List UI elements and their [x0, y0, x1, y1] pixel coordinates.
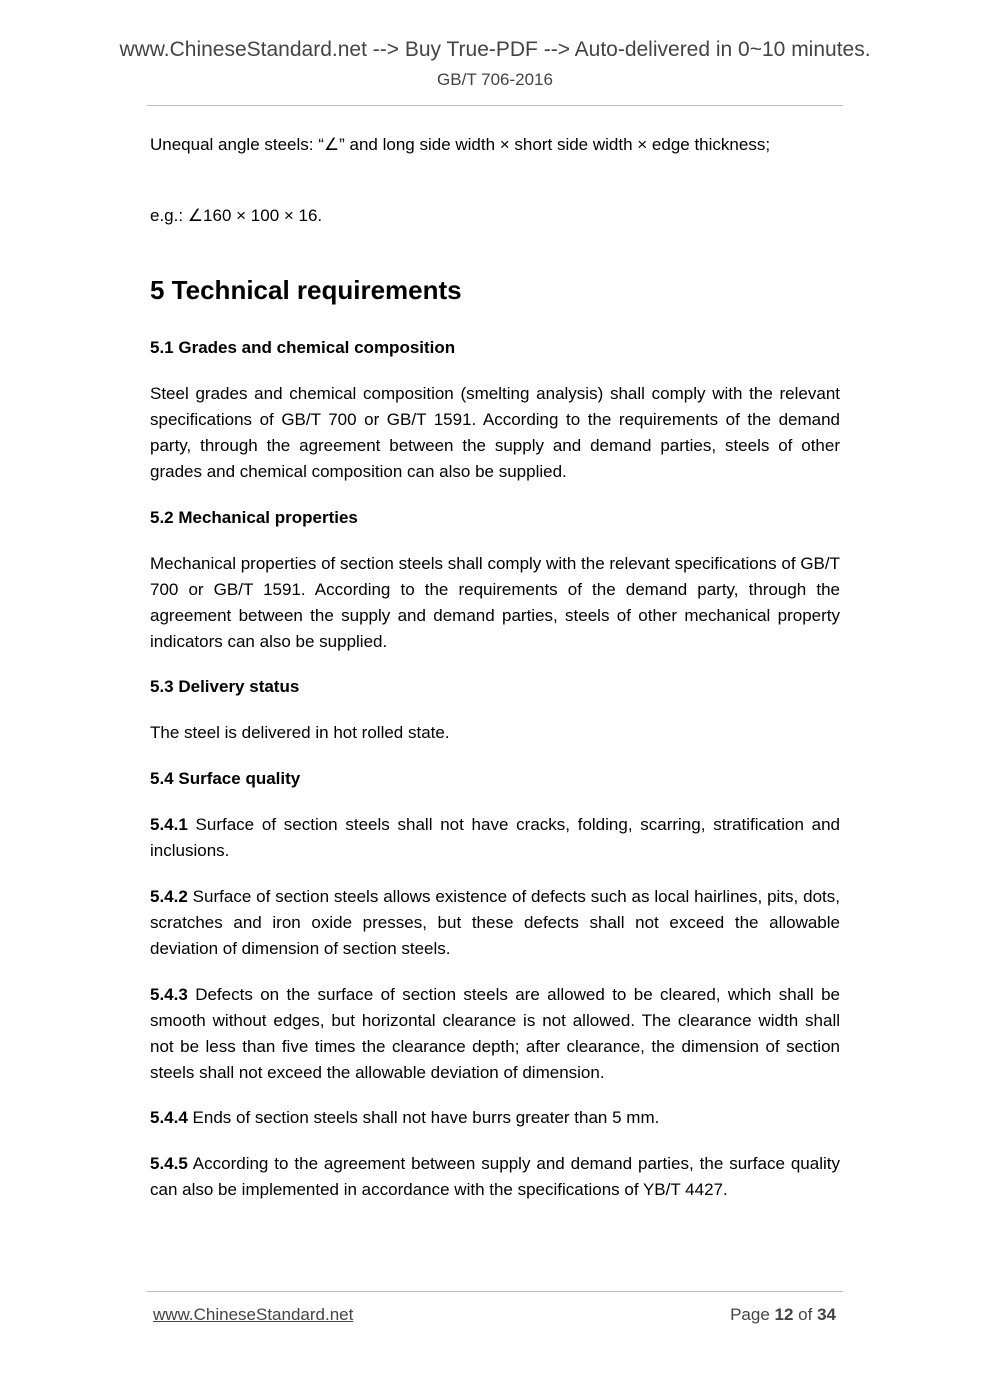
- current-page: 12: [774, 1305, 794, 1324]
- footer-divider: [147, 1291, 843, 1292]
- unequal-angle-text: Unequal angle steels: “∠” and long side width × short side width × edge thickness;: [150, 135, 771, 154]
- clause-text: Surface of section steels allows existence of defects such as local hairlines, pits, dots, scratches and iron oxide presses, but these defects shall not exceed the allowable deviation of dimension of section steels.: [150, 887, 840, 958]
- subsection-heading: 5.2 Mechanical properties: [150, 508, 358, 527]
- clause-text: Surface of section steels shall not have cracks, folding, scarring, stratification and inclusions.: [150, 815, 840, 860]
- header-banner: www.ChineseStandard.net --> Buy True-PDF --> Auto-delivered in 0~10 minutes.: [119, 38, 871, 61]
- clause-number: 5.4.3: [150, 985, 188, 1004]
- clause-text: Ends of section steels shall not have burrs greater than 5 mm.: [187, 1108, 660, 1127]
- clause-text: According to the agreement between supply and demand parties, the surface quality can also be implemented in accordance with the specifications of YB/T 4427.: [150, 1154, 840, 1199]
- example-text: e.g.: ∠160 × 100 × 16.: [150, 206, 323, 225]
- subsection-heading: 5.4 Surface quality: [150, 769, 301, 788]
- paragraph: The steel is delivered in hot rolled state.: [150, 723, 450, 742]
- clause-number: 5.4.5: [150, 1154, 188, 1173]
- clause: [150, 812, 840, 864]
- page-label: Page: [730, 1305, 775, 1324]
- paragraph: Mechanical properties of section steels shall comply with the relevant specifications of GB/T 700 or GB/T 1591. According to the requirements of the demand party, through the agreement between the supply and demand parties, steels of other mechanical property indicators can also be supplied.: [150, 554, 840, 651]
- footer-website-link[interactable]: www.ChineseStandard.net: [153, 1305, 354, 1324]
- section-heading: 5 Technical requirements: [150, 275, 462, 305]
- clause-number: 5.4.1: [150, 815, 188, 834]
- clause-number: 5.4.4: [150, 1108, 188, 1127]
- clause: [150, 1105, 840, 1131]
- subsection-heading: 5.3 Delivery status: [150, 677, 300, 696]
- clause: [150, 1151, 840, 1203]
- clause-text: Defects on the surface of section steels are allowed to be cleared, which shall be smooth without edges, but horizontal clearance is not allowed. The clearance width shall not be less than five times the clearance depth; after clearance, the dimension of section steels shall not exceed the allowable deviation of dimension.: [150, 985, 840, 1082]
- paragraph: Steel grades and chemical composition (smelting analysis) shall comply with the relevant specifications of GB/T 700 or GB/T 1591. According to the requirements of the demand party, through the agreement between the supply and demand parties, steels of other grades and chemical composition can also be supplied.: [150, 384, 840, 481]
- page-indicator: [730, 1305, 836, 1325]
- document-id: GB/T 706-2016: [437, 70, 553, 89]
- of-label: of: [793, 1305, 818, 1324]
- total-pages: 34: [817, 1305, 836, 1324]
- header-divider: [147, 105, 843, 106]
- subsection-heading: 5.1 Grades and chemical composition: [150, 338, 456, 357]
- clause: [150, 884, 840, 962]
- clause-number: 5.4.2: [150, 887, 188, 906]
- clause: [150, 982, 840, 1086]
